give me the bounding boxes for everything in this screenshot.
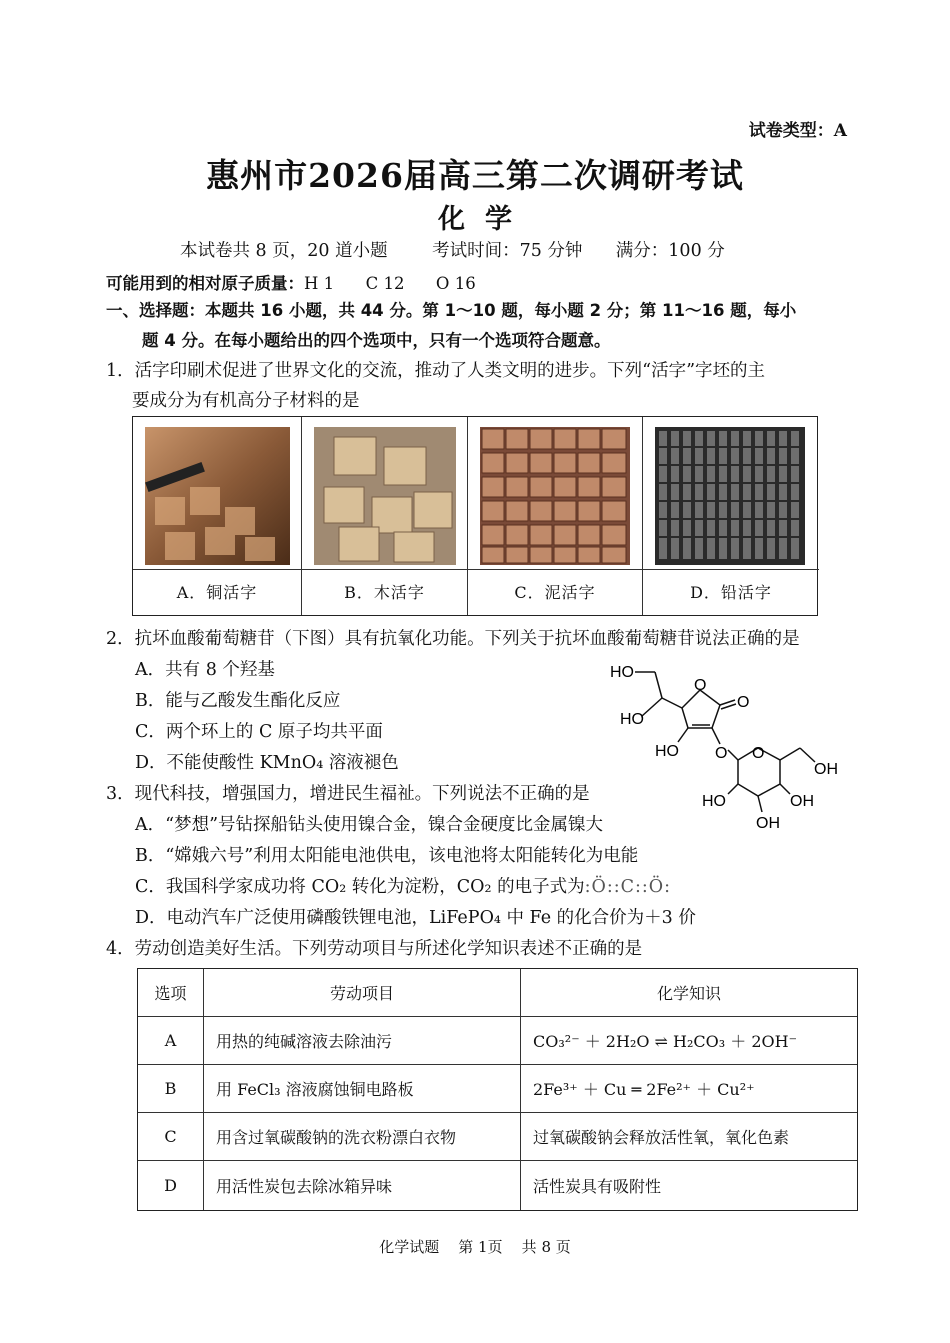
q3-option-c: C．我国科学家成功将 CO₂ 转化为淀粉，CO₂ 的电子式为 — [135, 877, 585, 897]
q3-option-c-line — [135, 876, 671, 898]
atomic-mass-values: H 1 C 12 O 16 — [304, 274, 476, 293]
q3-option-b: B．“嫦娥六号”利用太阳能电池供电，该电池将太阳能转化为电能 — [135, 846, 639, 866]
q4-row-task: 用含过氧碳酸钠的洗衣粉漂白衣物 — [204, 1113, 521, 1160]
ascorbyl-glucoside-structure — [600, 650, 850, 835]
mol-label-o-link: O — [715, 745, 728, 762]
q4-row-task: 用热的纯碱溶液去除油污 — [204, 1017, 521, 1064]
q1-option-d: D．铅活字 — [690, 583, 772, 602]
q4-row-task: 用 FeCl₃ 溶液腐蚀铜电路板 — [204, 1065, 521, 1112]
q3-stem: 3．现代科技，增强国力，增进民生福祉。下列说法不正确的是 — [106, 784, 590, 804]
table-row — [138, 1017, 857, 1065]
q4-header-option: 选项 — [138, 969, 204, 1016]
q4-stem: 4．劳动创造美好生活。下列劳动项目与所述化学知识表述不正确的是 — [106, 939, 643, 959]
q1-option-d-cell — [643, 417, 819, 615]
q2-stem: 2．抗坏血酸葡萄糖苷（下图）具有抗氧化功能。下列关于抗坏血酸葡萄糖苷说法正确的是 — [106, 629, 800, 649]
q2-option-c: C．两个环上的 C 原子均共平面 — [135, 722, 383, 742]
q1-option-c-cell — [468, 417, 643, 615]
exam-title: 惠州市2026届高三第二次调研考试 — [206, 156, 744, 195]
q2-option-a: A．共有 8 个羟基 — [135, 660, 275, 680]
mol-label-ho3: HO — [655, 743, 679, 760]
atomic-mass-line — [106, 270, 476, 294]
q1-stem-1: 1．活字印刷术促进了世界文化的交流，推动了人类文明的进步。下列“活字”字坯的主 — [106, 361, 766, 381]
mol-label-ho4: HO — [702, 793, 726, 810]
q4-row-task: 用活性炭包去除冰箱异味 — [204, 1161, 521, 1210]
q4-header-knowledge: 化学知识 — [656, 984, 721, 1003]
q2-option-b: B．能与乙酸发生酯化反应 — [135, 691, 341, 711]
q4-row-knowledge: 2Fe³⁺ ＋ Cu ═ 2Fe²⁺ ＋ Cu²⁺ — [533, 1080, 755, 1099]
q4-row-option: B — [138, 1065, 204, 1112]
table-row — [138, 1161, 857, 1210]
atomic-mass-label: 可能用到的相对原子质量： — [106, 274, 304, 293]
subject-title: 化学 — [438, 204, 532, 235]
mol-label-o-ring2: O — [752, 745, 765, 762]
copper-type-image — [145, 427, 290, 565]
mol-label-ho1: HO — [610, 664, 634, 681]
q1-stem-2: 要成分为有机高分子材料的是 — [132, 391, 360, 411]
exam-info: 本试卷共 8 页，20 道小题 考试时间：75 分钟 满分：100 分 — [180, 241, 725, 261]
table-row — [138, 1113, 857, 1161]
co2-electron-formula: :Ö::C::Ö: — [584, 877, 672, 897]
q4-table — [137, 968, 858, 1211]
paper-type: 试卷类型：A — [748, 121, 847, 141]
q1-option-c: C．泥活字 — [514, 583, 596, 602]
mol-label-ho2: HO — [620, 711, 644, 728]
mol-label-oh1: OH — [814, 761, 838, 778]
q2-option-d: D．不能使酸性 KMnO₄ 溶液褪色 — [135, 753, 399, 773]
q4-row-option: C — [138, 1113, 204, 1160]
lead-type-image — [655, 427, 805, 565]
q4-row-knowledge: CO₃²⁻ ＋ 2H₂O ⇌ H₂CO₃ ＋ 2OH⁻ — [533, 1032, 798, 1051]
wood-type-image — [314, 427, 456, 565]
q4-table-header — [138, 969, 857, 1017]
q4-row-knowledge: 过氧碳酸钠会释放活性氧，氧化色素 — [533, 1128, 790, 1147]
q4-header-task: 劳动项目 — [204, 969, 521, 1016]
mol-label-o-keto: O — [737, 694, 750, 711]
q1-image-table — [132, 416, 818, 616]
q4-row-option: D — [138, 1161, 204, 1210]
q1-option-b-cell — [302, 417, 468, 615]
page-footer: 化学试题 第 1页 共 8 页 — [379, 1238, 571, 1256]
section-instructions-1: 一、选择题：本题共 16 小题，共 44 分。第 1～10 题，每小题 2 分；第 11～16 题，每小 — [106, 301, 797, 320]
q3-option-a: A．“梦想”号钻探船钻头使用镍合金，镍合金硬度比金属镍大 — [135, 815, 604, 835]
q1-option-a-cell — [133, 417, 302, 615]
clay-type-image — [480, 427, 630, 565]
mol-label-oh2: OH — [790, 793, 814, 810]
q1-option-b: B．木活字 — [344, 583, 425, 602]
mol-label-oh3: OH — [756, 815, 780, 832]
mol-label-o-ring: O — [694, 677, 707, 694]
q4-row-knowledge: 活性炭具有吸附性 — [533, 1177, 662, 1196]
q1-option-a: A．铜活字 — [176, 583, 258, 602]
q4-row-option: A — [138, 1017, 204, 1064]
q3-option-d: D．电动汽车广泛使用磷酸铁锂电池，LiFePO₄ 中 Fe 的化合价为＋3 价 — [135, 908, 696, 928]
section-instructions-2: 题 4 分。在每小题给出的四个选项中，只有一个选项符合题意。 — [142, 331, 611, 350]
table-row — [138, 1065, 857, 1113]
